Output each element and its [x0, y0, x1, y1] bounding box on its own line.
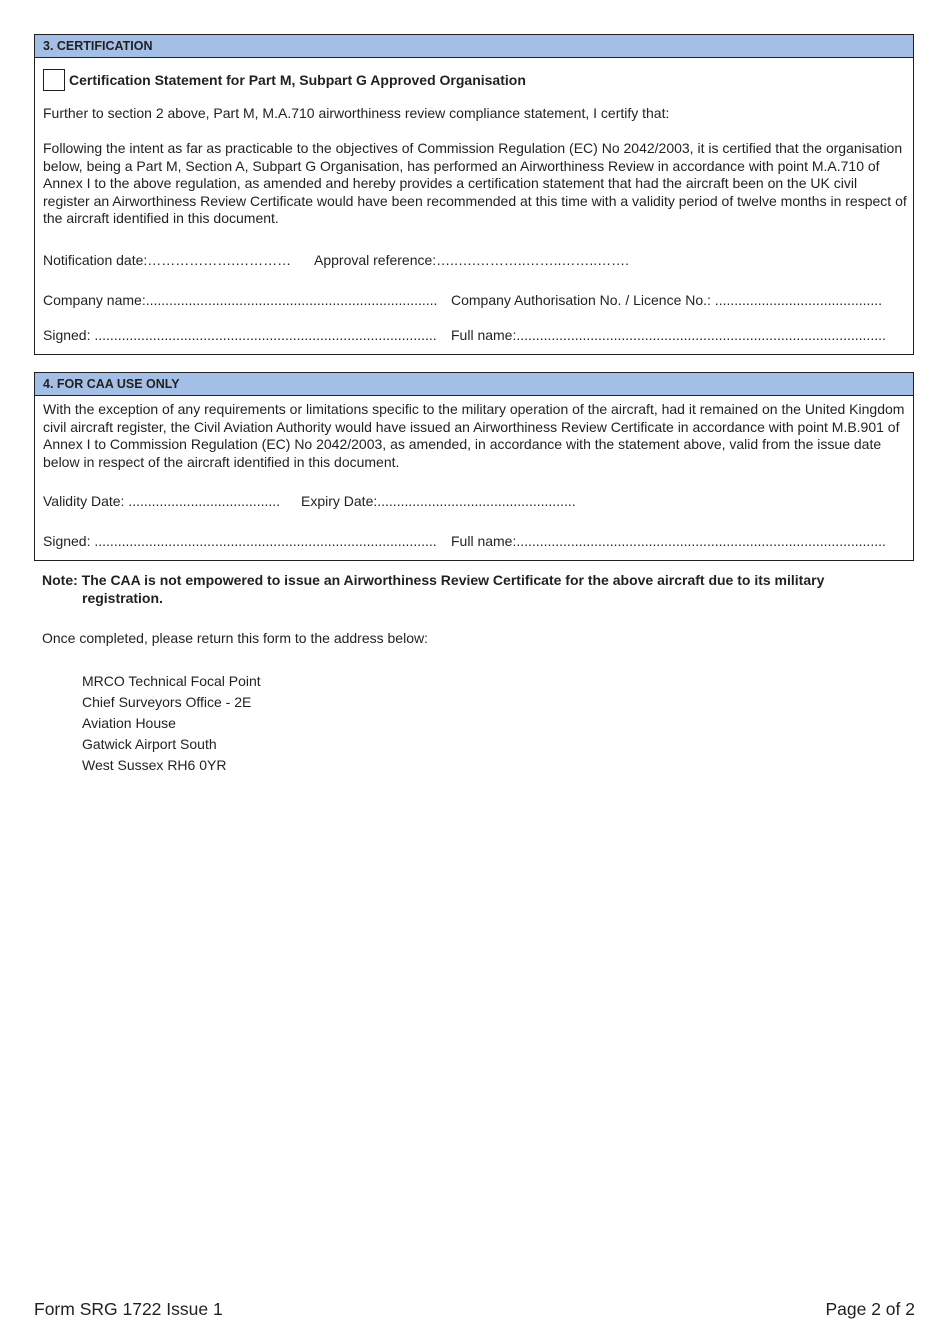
address-line: Aviation House — [82, 715, 176, 731]
checkbox-label: Certification Statement for Part M, Subpart G Approved Organisation — [69, 72, 526, 88]
address-line: MRCO Technical Focal Point — [82, 673, 261, 689]
section-header: 3. CERTIFICATION — [35, 35, 913, 58]
certification-checkbox-row — [43, 68, 526, 92]
full-name-field[interactable]: Full name:............................................................................................... — [451, 327, 886, 343]
full-name-field[interactable]: Full name:............................................................................................... — [451, 533, 886, 549]
form-id: Form SRG 1722 Issue 1 — [34, 1299, 223, 1319]
notification-date-field[interactable]: Notification date:……………….………… — [43, 252, 292, 268]
return-address — [82, 671, 261, 776]
validity-date-field[interactable]: Validity Date: ....................................... — [43, 493, 281, 509]
note-line-1: Note: The CAA is not empowered to issue an Airworthiness Review Certificate for the above aircraft due to its military — [42, 572, 825, 588]
address-line: Chief Surveyors Office - 2E — [82, 694, 252, 710]
expiry-date-field[interactable]: Expiry Date:................................................... — [301, 493, 576, 509]
intro-text: Further to section 2 above, Part M, M.A.710 airworthiness review compliance statement, I certify that: — [43, 105, 670, 121]
address-line: Gatwick Airport South — [82, 736, 217, 752]
note-line-2: registration. — [82, 589, 163, 606]
caa-use-section — [34, 372, 914, 561]
certification-paragraph: Following the intent as far as practicable to the objectives of Commission Regulation (EC) No 2042/2003, it is certified that the organisation below, being a Part M, Section A, Subpart G Organisation, has performed an Airworthiness Review in accordance with point M.A.710 of Annex I to the above regulation, as amended and hereby provides a certification statement that had the aircraft been on the UK civil register an Airworthiness Review Certificate would have been recommended at this time with a validity period of twelve months in respect of the aircraft identified in this document. — [43, 140, 907, 226]
return-instruction: Once completed, please return this form to the address below: — [42, 630, 428, 646]
note — [42, 572, 882, 607]
signed-field[interactable]: Signed: ........................................................................................ — [43, 327, 437, 343]
certification-checkbox[interactable] — [43, 69, 65, 91]
section-header: 4. FOR CAA USE ONLY — [35, 373, 913, 396]
approval-reference-field[interactable]: Approval reference:…..….………..……..……..……. — [314, 252, 630, 268]
signed-field[interactable]: Signed: ........................................................................................ — [43, 533, 437, 549]
company-name-field[interactable]: Company name:........................................................................... — [43, 292, 438, 308]
company-authorisation-field[interactable]: Company Authorisation No. / Licence No.: ........................................... — [451, 292, 883, 308]
certification-section — [34, 34, 914, 355]
page-number: Page 2 of 2 — [825, 1299, 915, 1319]
caa-paragraph: With the exception of any requirements or limitations specific to the military operation of the aircraft, had it remained on the United Kingdom civil aircraft register, the Civil Aviation Authority would have issued an Airworthiness Review Certificate in accordance with point M.B.901 of Annex I to Commission Regulation (EC) No 2042/2003, as amended, in accordance with the statement above, valid from the issue date below in respect of the aircraft identified in this document. — [43, 401, 905, 470]
address-line: West Sussex RH6 0YR — [82, 757, 227, 773]
